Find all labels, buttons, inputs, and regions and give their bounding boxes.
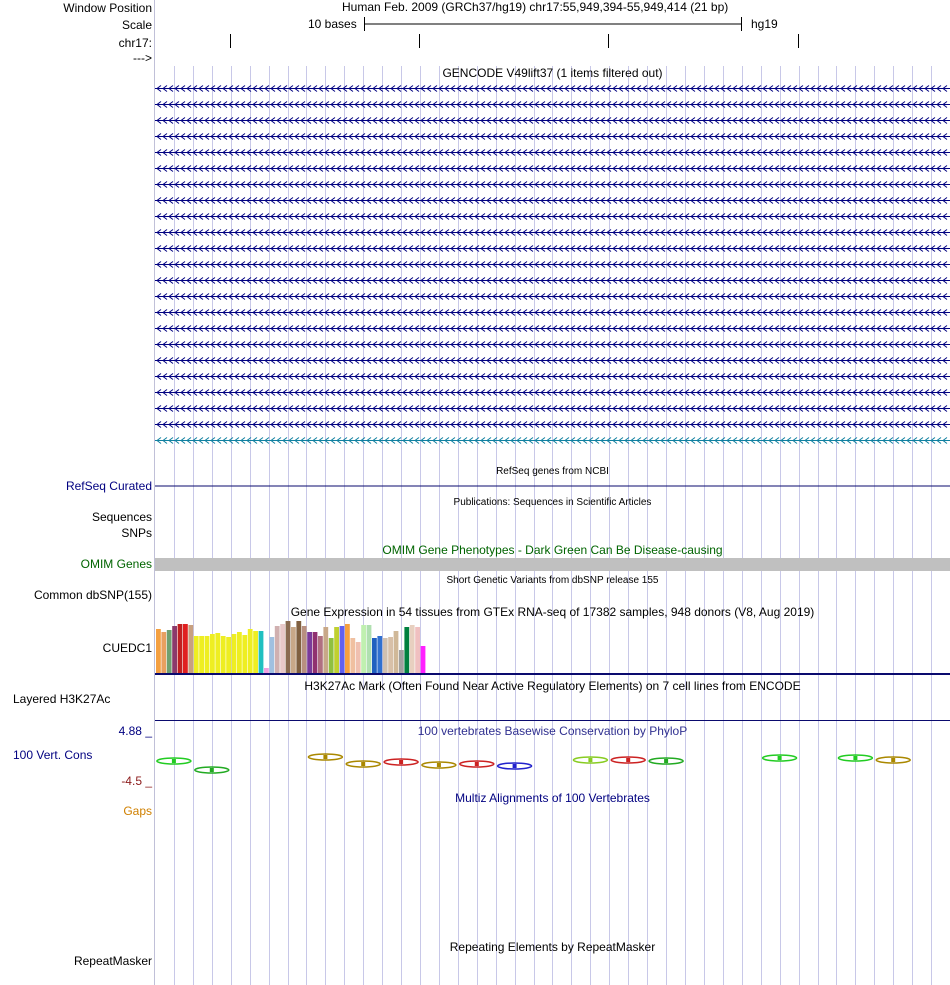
conservation-mark <box>778 756 782 760</box>
gtex-track-title: Gene Expression in 54 tissues from GTEx RNA-seq of 17382 samples, 948 donors (V8, Aug 2019) <box>290 605 815 619</box>
conservation-mark <box>210 768 214 772</box>
transcript-line <box>155 374 950 380</box>
transcript-line <box>155 390 950 396</box>
gencode-track-title: GENCODE V49lift37 (1 items filtered out) <box>442 66 663 80</box>
gtex-bar-chart[interactable] <box>155 620 950 673</box>
gtex-bar <box>156 629 161 673</box>
gencode-transcripts[interactable] <box>155 80 950 464</box>
conservation-mark <box>513 764 517 768</box>
gtex-bar <box>302 626 307 673</box>
h3k27ac-baseline <box>155 720 950 721</box>
gtex-bar <box>205 636 210 673</box>
gtex-bar <box>221 636 226 673</box>
conservation-mark <box>891 758 895 762</box>
transcript-line <box>155 294 950 300</box>
omim-track-title: OMIM Gene Phenotypes - Dark Green Can Be Disease-causing <box>382 543 723 557</box>
transcript-line <box>155 134 950 140</box>
gtex-bar <box>372 638 377 673</box>
h3k27ac-track-title: H3K27Ac Mark (Often Found Near Active Regulatory Elements) on 7 cell lines from ENCODE <box>304 679 801 693</box>
scale-text: 10 bases <box>308 17 357 31</box>
scale-bar <box>155 14 950 34</box>
window-position-label: Window Position <box>63 1 152 15</box>
gtex-bar <box>340 626 345 673</box>
transcript-line <box>155 86 950 92</box>
omim-feature-block[interactable] <box>155 558 950 571</box>
gtex-bar <box>275 626 280 673</box>
gtex-bar <box>226 637 231 673</box>
gtex-bar <box>194 636 199 673</box>
gtex-bar <box>253 631 258 673</box>
conservation-mark <box>323 755 327 759</box>
transcript-line <box>155 406 950 412</box>
gtex-bar <box>313 632 318 673</box>
gtex-bar <box>183 624 188 673</box>
conservation-mark <box>626 758 630 762</box>
gaps-label: Gaps <box>123 804 152 818</box>
conservation-mark <box>853 756 857 760</box>
conservation-mark <box>437 763 441 767</box>
gtex-bar <box>178 624 183 673</box>
strand-label: ---> <box>133 51 152 65</box>
dbsnp-track-title: Short Genetic Variants from dbSNP release 155 <box>446 575 659 586</box>
gtex-bar <box>237 632 242 673</box>
publications-sequences-label[interactable]: Sequences <box>91 510 152 524</box>
gtex-bar <box>410 625 415 673</box>
publications-snps-label[interactable]: SNPs <box>121 526 152 540</box>
transcript-line <box>155 230 950 236</box>
transcript-line <box>155 262 950 268</box>
conservation-max-label: 4.88 _ <box>118 724 152 738</box>
transcript-line <box>155 278 950 284</box>
refseq-feature-line[interactable] <box>155 480 950 492</box>
gtex-bar <box>345 624 350 673</box>
gtex-bar <box>388 637 393 673</box>
gtex-bar <box>367 625 372 673</box>
gtex-bar <box>215 633 220 673</box>
gtex-bar <box>334 627 339 673</box>
transcript-line <box>155 118 950 124</box>
gtex-bar <box>280 624 285 673</box>
position-tick <box>419 34 420 48</box>
refseq-track-title: RefSeq genes from NCBI <box>496 466 609 477</box>
transcript-line <box>155 150 950 156</box>
gtex-bar <box>269 637 274 673</box>
gtex-bar <box>356 642 361 673</box>
transcript-line <box>155 358 950 364</box>
gtex-bar <box>377 636 382 673</box>
position-tick <box>230 34 231 48</box>
track-label-column <box>0 0 155 985</box>
position-tick <box>798 34 799 48</box>
publications-track-title: Publications: Sequences in Scientific Articles <box>453 497 652 508</box>
gtex-bar <box>291 627 296 673</box>
gtex-bar <box>399 650 404 673</box>
conservation-mark <box>588 758 592 762</box>
transcript-line <box>155 422 950 428</box>
conservation-mark <box>399 760 403 764</box>
chrom-label: chr17: <box>118 36 152 50</box>
db-label: hg19 <box>751 17 778 31</box>
gtex-bar <box>318 636 323 673</box>
dbsnp-track-label[interactable]: Common dbSNP(155) <box>33 588 152 602</box>
refseq-track-label[interactable]: RefSeq Curated <box>65 479 152 493</box>
transcript-line <box>155 166 950 172</box>
transcript-line <box>155 102 950 108</box>
h3k27ac-track-label[interactable]: Layered H3K27Ac <box>13 692 111 706</box>
gtex-bar <box>323 627 328 673</box>
transcript-line <box>155 342 950 348</box>
gtex-bar <box>415 627 420 673</box>
gtex-bar <box>421 646 426 673</box>
conservation-track-label[interactable]: 100 Vert. Cons <box>13 748 93 762</box>
gtex-track-divider <box>155 673 950 675</box>
gtex-bar <box>296 621 301 673</box>
transcript-line <box>155 182 950 188</box>
transcript-line <box>155 246 950 252</box>
gtex-bar <box>383 638 388 673</box>
transcript-line <box>155 198 950 204</box>
gtex-bar <box>329 638 334 673</box>
gtex-bar <box>307 632 312 673</box>
omim-track-label[interactable]: OMIM Genes <box>80 557 152 571</box>
conservation-min-label: -4.5 _ <box>121 774 152 788</box>
scale-label: Scale <box>121 18 152 32</box>
conservation-track-title: 100 vertebrates Basewise Conservation by PhyloP <box>417 724 688 738</box>
gtex-bar <box>361 625 366 673</box>
track-data-area[interactable] <box>155 0 950 985</box>
gtex-bar <box>199 636 204 673</box>
conservation-logo[interactable] <box>155 752 950 780</box>
transcript-line <box>155 214 950 220</box>
gtex-bar <box>242 635 247 673</box>
conservation-mark <box>664 759 668 763</box>
conservation-mark <box>361 762 365 766</box>
gtex-bar <box>286 621 291 673</box>
conservation-mark <box>172 759 176 763</box>
gtex-bar <box>248 629 253 673</box>
multiz-track-title: Multiz Alignments of 100 Vertebrates <box>455 791 650 805</box>
conservation-mark <box>475 762 479 766</box>
position-tick <box>608 34 609 48</box>
transcript-line <box>155 326 950 332</box>
gtex-bar <box>167 630 172 673</box>
repeatmasker-track-label[interactable]: RepeatMasker <box>73 954 152 968</box>
gtex-bar <box>259 631 264 673</box>
gtex-bar <box>404 627 409 673</box>
gtex-bar <box>210 634 215 673</box>
repeatmasker-track-title: Repeating Elements by RepeatMasker <box>449 940 656 954</box>
gtex-bar <box>350 638 355 673</box>
gtex-bar <box>394 631 399 673</box>
transcript-line <box>155 310 950 316</box>
gtex-bar <box>232 634 237 673</box>
gtex-bar <box>172 626 177 673</box>
transcript-line <box>155 438 950 444</box>
assembly-title: Human Feb. 2009 (GRCh37/hg19) chr17:55,949,394-55,949,414 (21 bp) <box>342 0 729 14</box>
gtex-bar <box>161 632 166 673</box>
gtex-bar <box>188 625 193 673</box>
gtex-track-label[interactable]: CUEDC1 <box>102 641 152 655</box>
